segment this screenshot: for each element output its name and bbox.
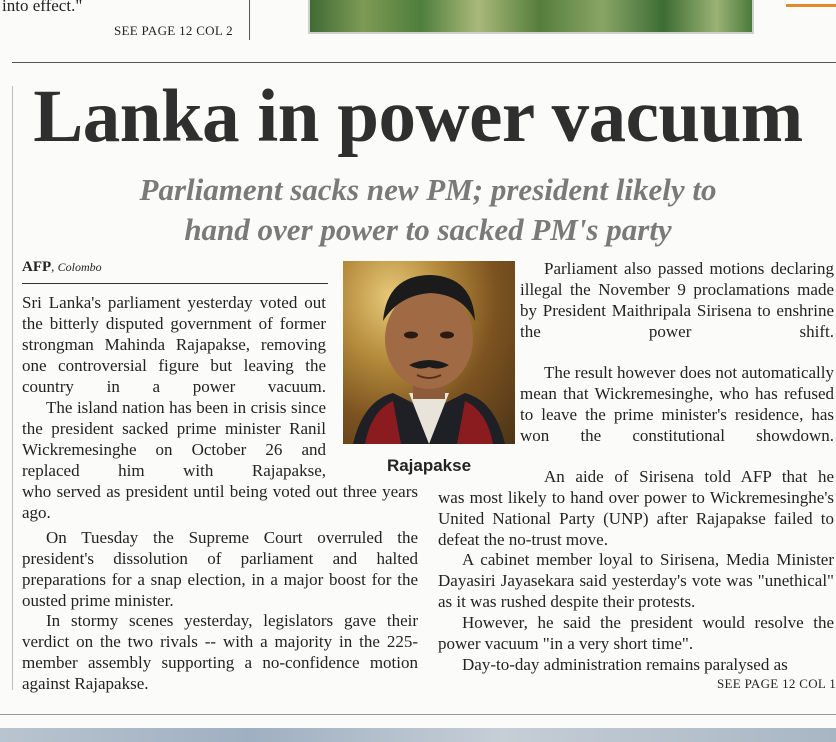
byline-location: Colombo: [57, 260, 102, 274]
section-rule: [12, 62, 836, 63]
byline: [22, 259, 102, 276]
byline-separator: ,: [51, 259, 55, 274]
subheadline-line: hand over power to sacked PM's party: [184, 212, 672, 247]
margin-rule: [12, 86, 13, 690]
continuation-reference-top: SEE PAGE 12 COL 2: [114, 23, 233, 38]
bottom-rule: [0, 714, 836, 715]
body-paragraph: However, he said the president would resolve the power vacuum "in a very short time".: [438, 613, 834, 653]
column-divider: [249, 0, 250, 40]
body-paragraph: Sri Lanka's parliament yesterday voted out the bitterly disputed government of former strongman Mahinda Rajapakse, removing one controversial figure but leaving the country in a power vacuum.: [22, 293, 326, 396]
photo-caption: Rajapakse: [386, 456, 472, 475]
accent-bar: [786, 4, 836, 7]
body-paragraph: Parliament also passed motions declaring illegal the November 9 proclamations made by President Maithripala Sirisena to enshrine the power shift.: [520, 259, 834, 341]
body-paragraph: In stormy scenes yesterday, legislators gave their verdict on the two rivals -- with a majority in the 225-member assembly supporting a no-confidence motion against Rajapakse.: [22, 611, 418, 693]
rajapakse-photo: [343, 261, 515, 444]
body-paragraph: On Tuesday the Supreme Court overruled the president's dissolution of parliament and halted preparations for a snap election, in a major boost for the ousted prime minister.: [22, 528, 418, 610]
previous-story-photo: [308, 0, 754, 34]
headline: Lanka in power vacuum: [33, 75, 803, 158]
body-paragraph: An aide of Sirisena told AFP that he: [544, 467, 834, 486]
continuation-reference: SEE PAGE 12 COL 1: [717, 676, 836, 691]
body-paragraph: was most likely to hand over power to Wickremesinghe's United National Party (UNP) after Rajapakse failed to defeat the no-trust move.: [438, 488, 834, 549]
body-paragraph: who served as president until being voted out three years ago.: [22, 482, 418, 522]
byline-rule: [22, 283, 328, 284]
subheadline-line: Parliament sacks new PM; president likely to: [139, 172, 717, 207]
subheadline: [60, 170, 796, 250]
body-paragraph: A cabinet member loyal to Sirisena, Media Minister Dayasiri Jayasekara said yesterday's vote was "unethical" as it was rushed despite their protests.: [438, 550, 834, 611]
body-paragraph: Day-to-day administration remains paralysed as: [462, 655, 788, 674]
body-paragraph: The result however does not automatically mean that Wickremesinghe, who has refused to leave the prime minister's residence, has won the constitutional showdown.: [520, 363, 834, 445]
portrait-illustration: [343, 261, 515, 444]
previous-story-quote: into effect.": [2, 0, 83, 15]
byline-source: AFP: [22, 259, 52, 275]
next-story-strip: [0, 728, 836, 742]
body-paragraph: The island nation has been in crisis since the president sacked prime minister Ranil Wickremesinghe on October 26 and replaced him with Rajapakse,: [22, 398, 326, 480]
